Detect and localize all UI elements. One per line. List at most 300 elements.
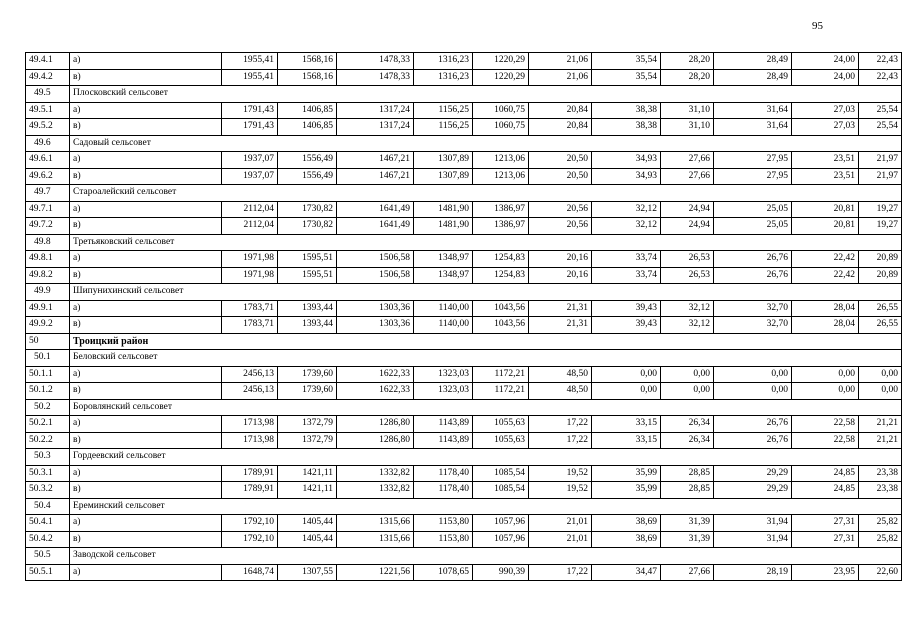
value-cell: 33,15 [592, 432, 661, 449]
value-cell: 31,64 [714, 102, 792, 119]
value-cell: 0,00 [661, 383, 714, 400]
row-code: 50.1.2 [26, 383, 70, 400]
value-cell: 20,56 [529, 218, 592, 235]
row-code: 50 [26, 333, 70, 350]
row-code: 49.7 [26, 185, 70, 202]
row-code: 50.1 [26, 350, 70, 367]
row-code: 50.4 [26, 498, 70, 515]
value-cell: 24,85 [792, 465, 859, 482]
value-cell: 32,12 [661, 300, 714, 317]
value-cell: 26,53 [661, 251, 714, 268]
value-cell: 32,70 [714, 317, 792, 334]
value-cell: 1323,03 [414, 383, 473, 400]
table-row [26, 201, 902, 218]
table-row [26, 432, 902, 449]
value-cell: 34,47 [592, 564, 661, 581]
value-cell: 34,93 [592, 168, 661, 185]
value-cell: 23,51 [792, 168, 859, 185]
value-cell: 21,01 [529, 531, 592, 548]
value-cell: 35,99 [592, 465, 661, 482]
settlement-name: Шипунихинский сельсовет [70, 284, 902, 301]
value-cell: 1254,83 [473, 251, 529, 268]
value-cell: 1332,82 [337, 465, 414, 482]
value-cell: 20,89 [859, 267, 902, 284]
value-cell: 27,66 [661, 564, 714, 581]
value-cell: 23,95 [792, 564, 859, 581]
value-cell: 0,00 [592, 366, 661, 383]
table-row [26, 564, 902, 581]
value-cell: 19,52 [529, 465, 592, 482]
value-cell: 17,22 [529, 564, 592, 581]
value-cell: 1622,33 [337, 383, 414, 400]
value-cell: 1641,49 [337, 218, 414, 235]
value-cell: 28,20 [661, 53, 714, 70]
value-cell: 28,85 [661, 465, 714, 482]
value-cell: 39,43 [592, 300, 661, 317]
value-cell: 21,06 [529, 69, 592, 86]
value-cell: 25,05 [714, 201, 792, 218]
table-row [26, 317, 902, 334]
row-variant-label: в) [70, 218, 222, 235]
section-row [26, 135, 902, 152]
value-cell: 1556,49 [278, 152, 337, 169]
value-cell: 1648,74 [222, 564, 278, 581]
value-cell: 25,54 [859, 102, 902, 119]
table-row [26, 102, 902, 119]
row-code: 50.2.1 [26, 416, 70, 433]
value-cell: 26,76 [714, 267, 792, 284]
value-cell: 35,54 [592, 69, 661, 86]
row-code: 49.8.2 [26, 267, 70, 284]
value-cell: 1792,10 [222, 515, 278, 532]
row-variant-label: в) [70, 69, 222, 86]
row-code: 50.3.2 [26, 482, 70, 499]
value-cell: 1568,16 [278, 69, 337, 86]
value-cell: 1307,55 [278, 564, 337, 581]
value-cell: 26,34 [661, 416, 714, 433]
value-cell: 1060,75 [473, 119, 529, 136]
value-cell: 1178,40 [414, 482, 473, 499]
value-cell: 22,43 [859, 69, 902, 86]
row-code: 49.6 [26, 135, 70, 152]
value-cell: 1085,54 [473, 465, 529, 482]
value-cell: 1595,51 [278, 267, 337, 284]
value-cell: 2112,04 [222, 218, 278, 235]
value-cell: 1386,97 [473, 218, 529, 235]
value-cell: 0,00 [792, 366, 859, 383]
row-code: 49.9 [26, 284, 70, 301]
value-cell: 21,31 [529, 300, 592, 317]
value-cell: 20,89 [859, 251, 902, 268]
value-cell: 1315,66 [337, 531, 414, 548]
row-code: 49.5.1 [26, 102, 70, 119]
row-variant-label: а) [70, 366, 222, 383]
value-cell: 0,00 [592, 383, 661, 400]
settlement-name: Гордеевский сельсовет [70, 449, 902, 466]
table-row [26, 53, 902, 70]
settlement-name: Боровлянский сельсовет [70, 399, 902, 416]
value-cell: 1789,91 [222, 482, 278, 499]
row-variant-label: а) [70, 251, 222, 268]
value-cell: 1478,33 [337, 69, 414, 86]
value-cell: 23,51 [792, 152, 859, 169]
value-cell: 26,53 [661, 267, 714, 284]
value-cell: 1739,60 [278, 383, 337, 400]
row-variant-label: а) [70, 465, 222, 482]
value-cell: 1406,85 [278, 102, 337, 119]
value-cell: 0,00 [661, 366, 714, 383]
row-code: 49.7.2 [26, 218, 70, 235]
value-cell: 1937,07 [222, 168, 278, 185]
settlement-name: Третьяковский сельсовет [70, 234, 902, 251]
value-cell: 32,12 [592, 218, 661, 235]
row-variant-label: в) [70, 482, 222, 499]
value-cell: 1057,96 [473, 531, 529, 548]
row-variant-label: в) [70, 383, 222, 400]
value-cell: 1730,82 [278, 201, 337, 218]
value-cell: 1043,56 [473, 300, 529, 317]
value-cell: 1622,33 [337, 366, 414, 383]
value-cell: 1332,82 [337, 482, 414, 499]
row-code: 50.5.1 [26, 564, 70, 581]
row-code: 49.6.2 [26, 168, 70, 185]
value-cell: 21,31 [529, 317, 592, 334]
table-row [26, 119, 902, 136]
value-cell: 1323,03 [414, 366, 473, 383]
value-cell: 1307,89 [414, 168, 473, 185]
value-cell: 29,29 [714, 465, 792, 482]
value-cell: 25,82 [859, 531, 902, 548]
table-row [26, 416, 902, 433]
value-cell: 1317,24 [337, 102, 414, 119]
value-cell: 21,21 [859, 416, 902, 433]
value-cell: 28,20 [661, 69, 714, 86]
value-cell: 1789,91 [222, 465, 278, 482]
value-cell: 1386,97 [473, 201, 529, 218]
value-cell: 1348,97 [414, 251, 473, 268]
value-cell: 1791,43 [222, 119, 278, 136]
row-code: 49.5.2 [26, 119, 70, 136]
row-variant-label: в) [70, 119, 222, 136]
page-number: 95 [812, 20, 823, 32]
value-cell: 31,94 [714, 515, 792, 532]
value-cell: 1405,44 [278, 515, 337, 532]
value-cell: 32,12 [592, 201, 661, 218]
section-row [26, 234, 902, 251]
table-row [26, 69, 902, 86]
value-cell: 22,60 [859, 564, 902, 581]
value-cell: 21,06 [529, 53, 592, 70]
value-cell: 38,38 [592, 102, 661, 119]
row-code: 50.2 [26, 399, 70, 416]
value-cell: 27,03 [792, 119, 859, 136]
row-variant-label: а) [70, 416, 222, 433]
value-cell: 31,39 [661, 515, 714, 532]
value-cell: 1372,79 [278, 416, 337, 433]
value-cell: 1254,83 [473, 267, 529, 284]
value-cell: 26,76 [714, 251, 792, 268]
value-cell: 23,38 [859, 482, 902, 499]
value-cell: 1153,80 [414, 531, 473, 548]
table-row [26, 465, 902, 482]
value-cell: 31,64 [714, 119, 792, 136]
value-cell: 1303,36 [337, 300, 414, 317]
row-variant-label: в) [70, 432, 222, 449]
row-variant-label: а) [70, 152, 222, 169]
value-cell: 1568,16 [278, 53, 337, 70]
value-cell: 1971,98 [222, 251, 278, 268]
row-code: 49.6.1 [26, 152, 70, 169]
value-cell: 1143,89 [414, 416, 473, 433]
value-cell: 1317,24 [337, 119, 414, 136]
value-cell: 38,69 [592, 531, 661, 548]
value-cell: 31,10 [661, 102, 714, 119]
value-cell: 1595,51 [278, 251, 337, 268]
value-cell: 1467,21 [337, 168, 414, 185]
value-cell: 20,81 [792, 218, 859, 235]
value-cell: 1055,63 [473, 432, 529, 449]
value-cell: 20,56 [529, 201, 592, 218]
row-code: 49.9.1 [26, 300, 70, 317]
value-cell: 20,84 [529, 119, 592, 136]
value-cell: 22,58 [792, 416, 859, 433]
row-code: 49.5 [26, 86, 70, 103]
value-cell: 24,00 [792, 53, 859, 70]
value-cell: 20,50 [529, 168, 592, 185]
table-row [26, 531, 902, 548]
value-cell: 1060,75 [473, 102, 529, 119]
value-cell: 1178,40 [414, 465, 473, 482]
value-cell: 31,10 [661, 119, 714, 136]
value-cell: 27,66 [661, 152, 714, 169]
value-cell: 24,94 [661, 218, 714, 235]
value-cell: 26,34 [661, 432, 714, 449]
value-cell: 28,04 [792, 317, 859, 334]
value-cell: 1221,56 [337, 564, 414, 581]
row-code: 50.5 [26, 548, 70, 565]
settlement-name: Ереминский сельсовет [70, 498, 902, 515]
value-cell: 1172,21 [473, 366, 529, 383]
value-cell: 28,49 [714, 69, 792, 86]
value-cell: 27,95 [714, 152, 792, 169]
value-cell: 17,22 [529, 416, 592, 433]
value-cell: 1220,29 [473, 53, 529, 70]
value-cell: 33,74 [592, 251, 661, 268]
value-cell: 2456,13 [222, 366, 278, 383]
value-cell: 1372,79 [278, 432, 337, 449]
row-variant-label: а) [70, 300, 222, 317]
section-row [26, 548, 902, 565]
value-cell: 25,54 [859, 119, 902, 136]
value-cell: 1713,98 [222, 432, 278, 449]
value-cell: 1156,25 [414, 102, 473, 119]
row-variant-label: в) [70, 267, 222, 284]
value-cell: 27,66 [661, 168, 714, 185]
value-cell: 2456,13 [222, 383, 278, 400]
table-row [26, 300, 902, 317]
section-row [26, 86, 902, 103]
value-cell: 24,00 [792, 69, 859, 86]
value-cell: 20,16 [529, 251, 592, 268]
value-cell: 26,55 [859, 317, 902, 334]
value-cell: 35,54 [592, 53, 661, 70]
value-cell: 35,99 [592, 482, 661, 499]
value-cell: 0,00 [714, 383, 792, 400]
value-cell: 1140,00 [414, 317, 473, 334]
value-cell: 1348,97 [414, 267, 473, 284]
section-row [26, 449, 902, 466]
value-cell: 1153,80 [414, 515, 473, 532]
row-code: 49.4.2 [26, 69, 70, 86]
value-cell: 1213,06 [473, 168, 529, 185]
section-row [26, 399, 902, 416]
row-code: 50.1.1 [26, 366, 70, 383]
row-code: 49.9.2 [26, 317, 70, 334]
value-cell: 1955,41 [222, 53, 278, 70]
value-cell: 27,95 [714, 168, 792, 185]
value-cell: 1055,63 [473, 416, 529, 433]
value-cell: 1307,89 [414, 152, 473, 169]
value-cell: 1792,10 [222, 531, 278, 548]
value-cell: 28,04 [792, 300, 859, 317]
value-cell: 38,38 [592, 119, 661, 136]
value-cell: 0,00 [859, 366, 902, 383]
table-row [26, 383, 902, 400]
value-cell: 21,97 [859, 152, 902, 169]
value-cell: 1937,07 [222, 152, 278, 169]
row-code: 50.4.1 [26, 515, 70, 532]
settlement-name: Плосковский сельсовет [70, 86, 902, 103]
value-cell: 1393,44 [278, 317, 337, 334]
value-cell: 1713,98 [222, 416, 278, 433]
value-cell: 25,82 [859, 515, 902, 532]
value-cell: 990,39 [473, 564, 529, 581]
value-cell: 1043,56 [473, 317, 529, 334]
value-cell: 32,70 [714, 300, 792, 317]
value-cell: 1556,49 [278, 168, 337, 185]
table-row [26, 482, 902, 499]
value-cell: 1467,21 [337, 152, 414, 169]
settlement-name: Староалейский сельсовет [70, 185, 902, 202]
value-cell: 24,94 [661, 201, 714, 218]
value-cell: 1316,23 [414, 69, 473, 86]
value-cell: 20,84 [529, 102, 592, 119]
table-row [26, 251, 902, 268]
value-cell: 1791,43 [222, 102, 278, 119]
value-cell: 2112,04 [222, 201, 278, 218]
value-cell: 17,22 [529, 432, 592, 449]
value-cell: 1421,11 [278, 482, 337, 499]
value-cell: 24,85 [792, 482, 859, 499]
value-cell: 1506,58 [337, 267, 414, 284]
value-cell: 1140,00 [414, 300, 473, 317]
value-cell: 31,39 [661, 531, 714, 548]
value-cell: 1955,41 [222, 69, 278, 86]
value-cell: 19,52 [529, 482, 592, 499]
row-variant-label: в) [70, 531, 222, 548]
row-variant-label: а) [70, 53, 222, 70]
settlement-name: Садовый сельсовет [70, 135, 902, 152]
value-cell: 1303,36 [337, 317, 414, 334]
table-row [26, 152, 902, 169]
value-cell: 1506,58 [337, 251, 414, 268]
row-code: 50.3.1 [26, 465, 70, 482]
row-variant-label: в) [70, 168, 222, 185]
value-cell: 21,21 [859, 432, 902, 449]
table-row [26, 515, 902, 532]
section-row [26, 350, 902, 367]
value-cell: 1286,80 [337, 432, 414, 449]
value-cell: 1730,82 [278, 218, 337, 235]
value-cell: 0,00 [714, 366, 792, 383]
value-cell: 33,15 [592, 416, 661, 433]
value-cell: 33,74 [592, 267, 661, 284]
value-cell: 48,50 [529, 383, 592, 400]
row-code: 49.8.1 [26, 251, 70, 268]
value-cell: 34,93 [592, 152, 661, 169]
row-code: 50.2.2 [26, 432, 70, 449]
value-cell: 1213,06 [473, 152, 529, 169]
table-row [26, 168, 902, 185]
value-cell: 20,16 [529, 267, 592, 284]
value-cell: 21,01 [529, 515, 592, 532]
value-cell: 1481,90 [414, 218, 473, 235]
value-cell: 1172,21 [473, 383, 529, 400]
row-code: 50.3 [26, 449, 70, 466]
value-cell: 21,97 [859, 168, 902, 185]
section-row [26, 498, 902, 515]
settlement-name: Беловский сельсовет [70, 350, 902, 367]
value-cell: 39,43 [592, 317, 661, 334]
table-row [26, 267, 902, 284]
table-body [26, 53, 902, 581]
value-cell: 1315,66 [337, 515, 414, 532]
row-code: 49.7.1 [26, 201, 70, 218]
value-cell: 1405,44 [278, 531, 337, 548]
value-cell: 27,31 [792, 531, 859, 548]
value-cell: 1783,71 [222, 317, 278, 334]
value-cell: 22,43 [859, 53, 902, 70]
value-cell: 1406,85 [278, 119, 337, 136]
row-code: 50.4.2 [26, 531, 70, 548]
row-variant-label: а) [70, 201, 222, 218]
value-cell: 0,00 [792, 383, 859, 400]
value-cell: 1057,96 [473, 515, 529, 532]
value-cell: 22,42 [792, 251, 859, 268]
value-cell: 1316,23 [414, 53, 473, 70]
value-cell: 26,76 [714, 416, 792, 433]
row-code: 49.8 [26, 234, 70, 251]
value-cell: 26,55 [859, 300, 902, 317]
value-cell: 1393,44 [278, 300, 337, 317]
tariff-table [25, 52, 902, 581]
row-variant-label: а) [70, 564, 222, 581]
value-cell: 25,05 [714, 218, 792, 235]
value-cell: 28,49 [714, 53, 792, 70]
section-row [26, 284, 902, 301]
value-cell: 1971,98 [222, 267, 278, 284]
value-cell: 22,58 [792, 432, 859, 449]
table-row [26, 218, 902, 235]
value-cell: 29,29 [714, 482, 792, 499]
district-row [26, 333, 902, 350]
value-cell: 20,81 [792, 201, 859, 218]
value-cell: 27,03 [792, 102, 859, 119]
value-cell: 1739,60 [278, 366, 337, 383]
value-cell: 1143,89 [414, 432, 473, 449]
section-row [26, 185, 902, 202]
value-cell: 1078,65 [414, 564, 473, 581]
